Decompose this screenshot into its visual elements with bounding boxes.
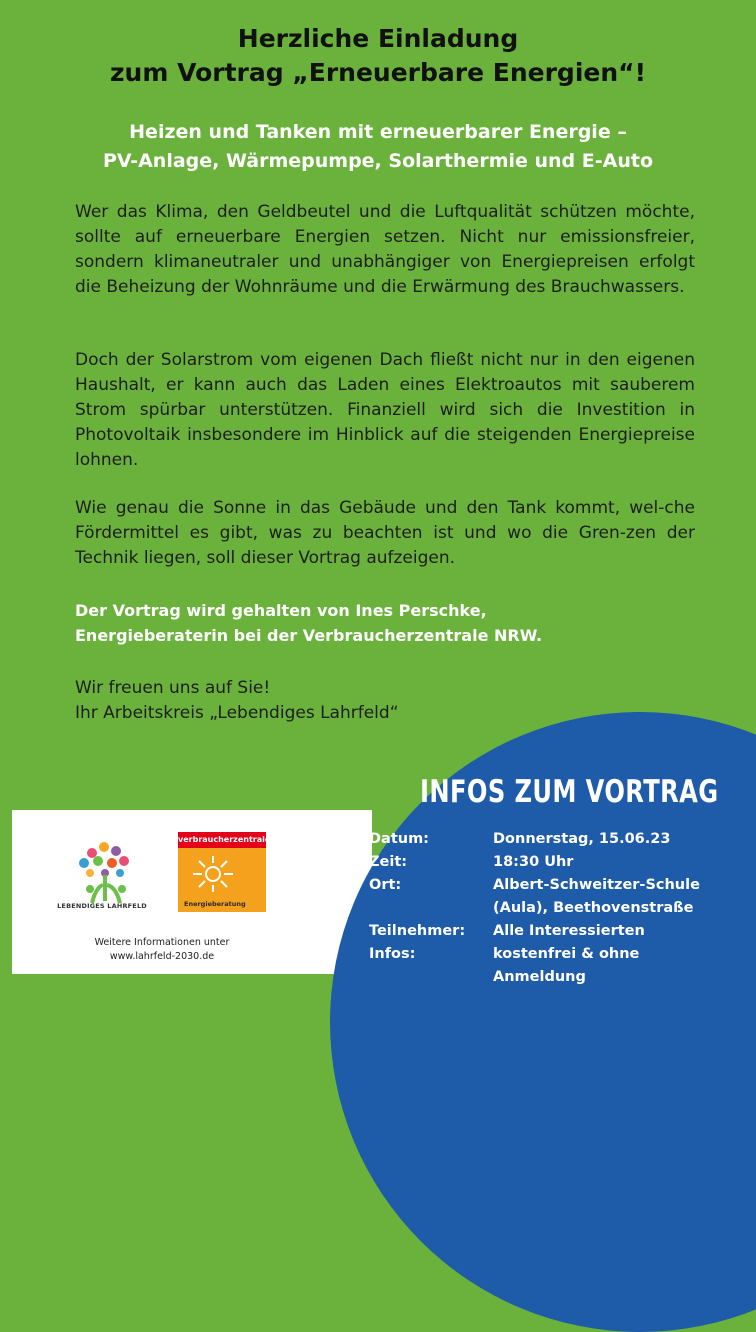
info-label: Infos:	[369, 946, 416, 962]
info-label: Teilnehmer:	[369, 923, 466, 939]
more-info-text	[12, 936, 312, 964]
subtitle-line-2: PV-Anlage, Wärmepumpe, Solarthermie und E-Auto	[102, 150, 654, 172]
speaker-line-2: Energieberaterin bei der Verbraucherzentrale NRW.	[75, 626, 543, 645]
sun-icon	[190, 854, 236, 894]
info-value: 18:30 Uhr	[493, 854, 574, 870]
vz-logo-subtitle: Energieberatung	[184, 900, 246, 908]
info-label: Ort:	[369, 877, 402, 893]
logo-panel	[12, 810, 372, 974]
topic-paragraph: Wie genau die Sonne in das Gebäude und den Tank kommt, wel-che Fördermittel es gibt, was zu beachten ist und wo die Gren-zen der Technik liegen, soll dieser Vortrag aufzeigen.	[75, 498, 695, 568]
verbraucherzentrale-logo	[178, 832, 271, 912]
subtitle-line-1: Heizen und Tanken mit erneuerbarer Energie –	[129, 121, 627, 143]
info-label: Zeit:	[369, 854, 408, 870]
intro-paragraph: Wer das Klima, den Geldbeutel und die Luftqualität schützen möchte, sollte auf erneuerbare Energien setzen. Nicht nur emissionsfreier, sondern klimaneutraler und unabhängiger von Energiepreisen erfolgt die Beheizung der Wohnräume und die Erwärmung des Brauchwassers.	[75, 202, 695, 297]
subtitle	[0, 118, 756, 176]
speaker-info	[75, 598, 695, 648]
speaker-line-1: Der Vortrag wird gehalten von Ines Perschke,	[75, 601, 487, 620]
info-value: kostenfrei & ohne Anmeldung	[493, 946, 640, 985]
vz-logo-header: verbraucherzentrale	[178, 832, 266, 848]
greeting-line-1: Wir freuen uns auf Sie!	[75, 678, 271, 698]
lahrfeld-logo-text: LEBENDIGES LAHRFELD	[57, 902, 147, 910]
title-line-2: zum Vortrag „Erneuerbare Energien“!	[110, 58, 646, 87]
website-link[interactable]: www.lahrfeld-2030.de	[109, 951, 215, 962]
info-value: Donnerstag, 15.06.23	[493, 831, 671, 847]
title-line-1: Herzliche Einladung	[237, 24, 519, 53]
more-info-line-1: Weitere Informationen unter	[94, 937, 230, 948]
solar-paragraph: Doch der Solarstrom vom eigenen Dach fließt nicht nur in den eigenen Haushalt, er kann auch das Laden eines Elektroautos mit sauberem Strom spürbar unterstützen. Finanziell wird sich die Investition in Photovoltaik insbesondere im Hinblick auf die steigenden Energiepreise lohnen.	[75, 350, 695, 470]
info-value: Alle Interessierten	[493, 923, 645, 939]
info-label: Datum:	[369, 831, 429, 847]
info-title: INFOS ZUM VORTRAG	[420, 774, 719, 810]
page-title	[0, 22, 756, 90]
info-value: Albert-Schweitzer-Schule (Aula), Beethovenstraße	[493, 877, 700, 916]
greeting-line-2: Ihr Arbeitskreis „Lebendiges Lahrfeld“	[75, 703, 399, 723]
